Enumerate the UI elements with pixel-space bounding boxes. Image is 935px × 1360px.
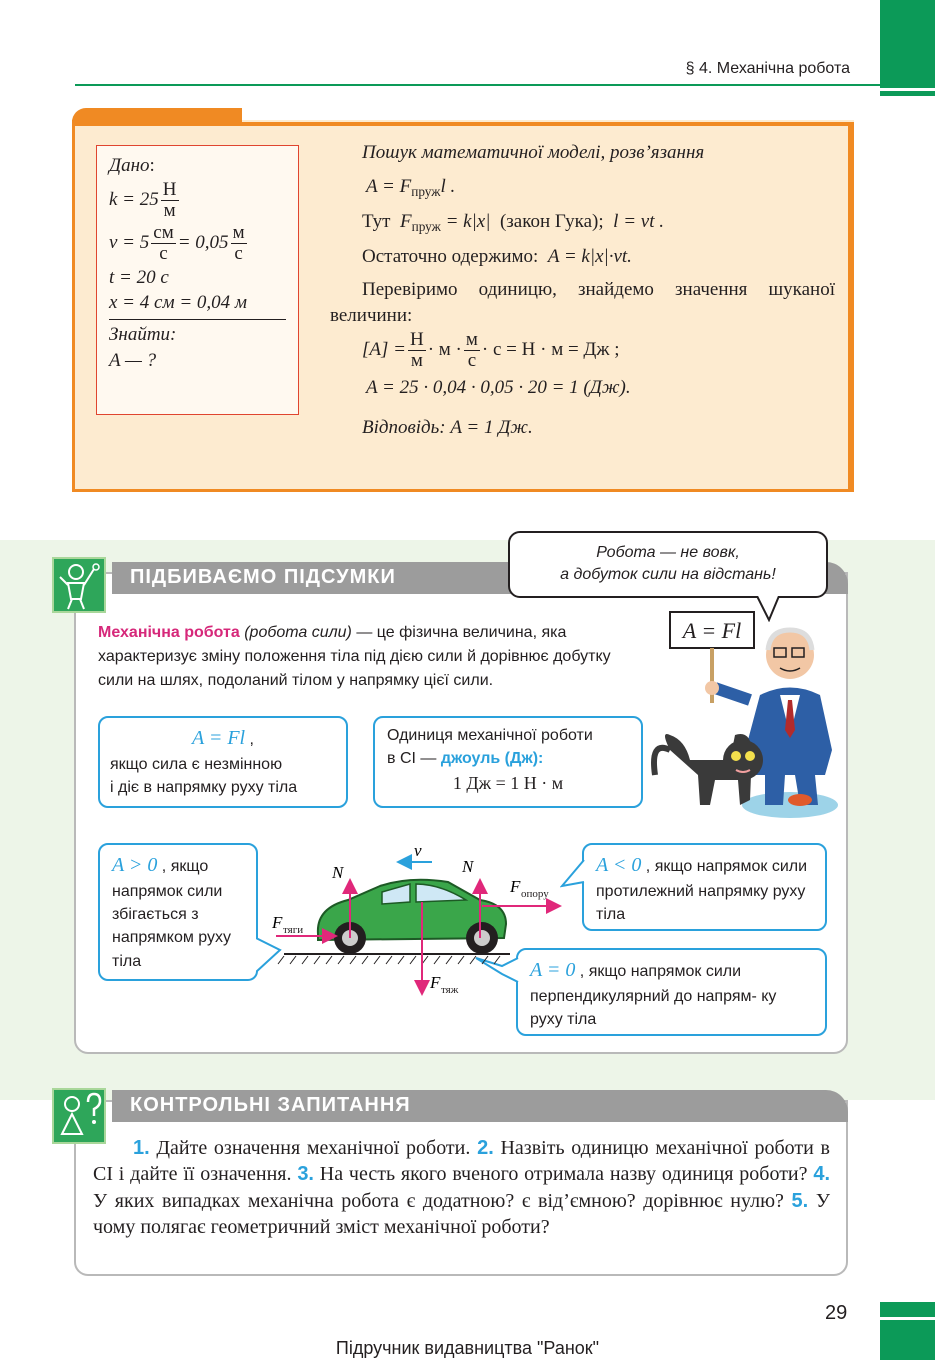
page-tab-top-stripe <box>880 88 935 96</box>
given-v: v = 5 $\frac{см}{с}$ = 0,05 $\frac{м}{с}$ <box>109 221 245 264</box>
figure-icon <box>52 557 106 613</box>
given-divider <box>109 319 286 320</box>
problem-box-top-border <box>240 122 854 126</box>
car-forces-diagram <box>270 842 570 1002</box>
find-label: Знайти: <box>109 324 177 345</box>
solution <box>330 140 835 449</box>
publisher-footer: Підручник видавництва "Ранок" <box>335 1338 600 1358</box>
question-number: 3. <box>297 1163 314 1186</box>
question-number: 1. <box>133 1137 150 1159</box>
questions-text <box>93 1135 830 1241</box>
negative-work-box: A < 0 , якщо напрямок сили протилежний напрямку руху тіла <box>582 843 827 931</box>
find-value: A — ? <box>109 349 157 371</box>
given-k: k = 25 $\frac{Н}{м}$ <box>109 178 177 221</box>
solution-here: Тут $F_{пруж} = k|x|$ (закон Гука); l = vt . <box>362 210 664 234</box>
given-label: Дано <box>109 155 150 176</box>
page-number: 29 <box>825 1302 848 1324</box>
traction-force-sub: тяги <box>283 924 304 936</box>
question-text: Назвіть одиницю механічної роботи в СІ і дайте її означення. <box>93 1137 830 1186</box>
given-t: t = 20 с <box>109 266 169 288</box>
solution-final: Остаточно одержимо: A = k|x|·vt. <box>362 245 632 267</box>
page-tab-bottom-stripe <box>880 1317 935 1320</box>
solution-answer: Відповідь: A = 1 Дж. <box>362 416 533 438</box>
resistance-force-label: F <box>510 877 521 896</box>
zero-work-box: A = 0 , якщо напрямок сили перпендикулярний до напрям- ку руху тіла <box>516 948 827 1036</box>
solution-units: [A] = $\frac{Н}{м}$ · м · $\frac{м}{с}$ · с = Н · м = Дж ; <box>362 329 620 372</box>
header-title: § 4. Механічна робота <box>685 60 850 77</box>
question-text: На честь якого вченого отримала назву одиниця роботи? <box>314 1163 814 1186</box>
solution-check: Перевіримо одиницю, знайдемо значення шуканої величини: <box>330 279 835 326</box>
given-x: x = 4 см = 0,04 м <box>109 292 248 314</box>
header-rule <box>75 84 880 86</box>
solution-model: $A = F_{пруж}l$ . <box>366 175 456 199</box>
definition-term: Механічна робота <box>98 624 240 641</box>
question-number: 2. <box>477 1137 494 1159</box>
question-text: Дайте означення механічної роботи. <box>149 1137 478 1159</box>
summary-heading: ПІДБИВАЄМО ПІДСУМКИ <box>130 566 396 588</box>
traction-force-label: F <box>272 913 283 932</box>
question-text: У яких випадках механічна робота є додатною? є від’ємною? дорівнює нулю? <box>93 1189 792 1212</box>
sign-formula: A = Fl <box>682 618 742 643</box>
normal-force-label-1: N <box>332 863 344 882</box>
formula-box: A = Fl , якщо сила є незмінною і діє в напрямку руху тіла <box>98 716 348 808</box>
problem-box-tab <box>72 108 242 126</box>
question-number: 4. <box>813 1163 831 1186</box>
gravity-force-label: F <box>430 973 441 992</box>
page-tab-top <box>880 0 935 88</box>
question-number: 5. <box>791 1189 809 1212</box>
gravity-force-sub: тяж <box>441 984 459 996</box>
normal-force-label-2: N <box>462 857 474 876</box>
question-text: У чому полягає геометричний зміст механічної роботи? <box>93 1189 830 1239</box>
professor-illustration <box>640 600 840 830</box>
unit-box: Одиниця механічної роботи в СІ — джоуль (Дж): 1 Дж = 1 Н · м <box>373 716 643 808</box>
velocity-label: v <box>414 842 422 860</box>
positive-work-box: A > 0 , якщо напрямок сили збігається з напрямком руху тіла <box>98 843 258 981</box>
joule-term: джоуль (Дж): <box>440 750 544 768</box>
speech-bubble: Робота — не вовк, а добуток сили на відстань! <box>508 531 828 598</box>
given-box: Дано: k = 25 $\frac{Н}{м}$ v = 5 $\frac{см}{с}$ = 0,05 $\frac{м}{с}$ t = 20 с x = 4 см = 0,04 м Знайти: A — ? <box>96 145 299 415</box>
resistance-force-sub: опору <box>521 888 549 900</box>
questions-heading: КОНТРОЛЬНІ ЗАПИТАННЯ <box>130 1094 411 1116</box>
definition-text: Механічна робота (робота сили) — це фізична величина, яка характеризує зміну положення тіла під дією сили й дорівнює добутку сили на шлях, подоланий тілом у напрямку цієї сили. <box>98 624 611 689</box>
problem-box-right-border <box>848 122 854 492</box>
solution-calc: A = 25 · 0,04 · 0,05 · 20 = 1 (Дж). <box>366 377 631 399</box>
solution-heading: Пошук математичної моделі, розв’язання <box>362 142 705 163</box>
